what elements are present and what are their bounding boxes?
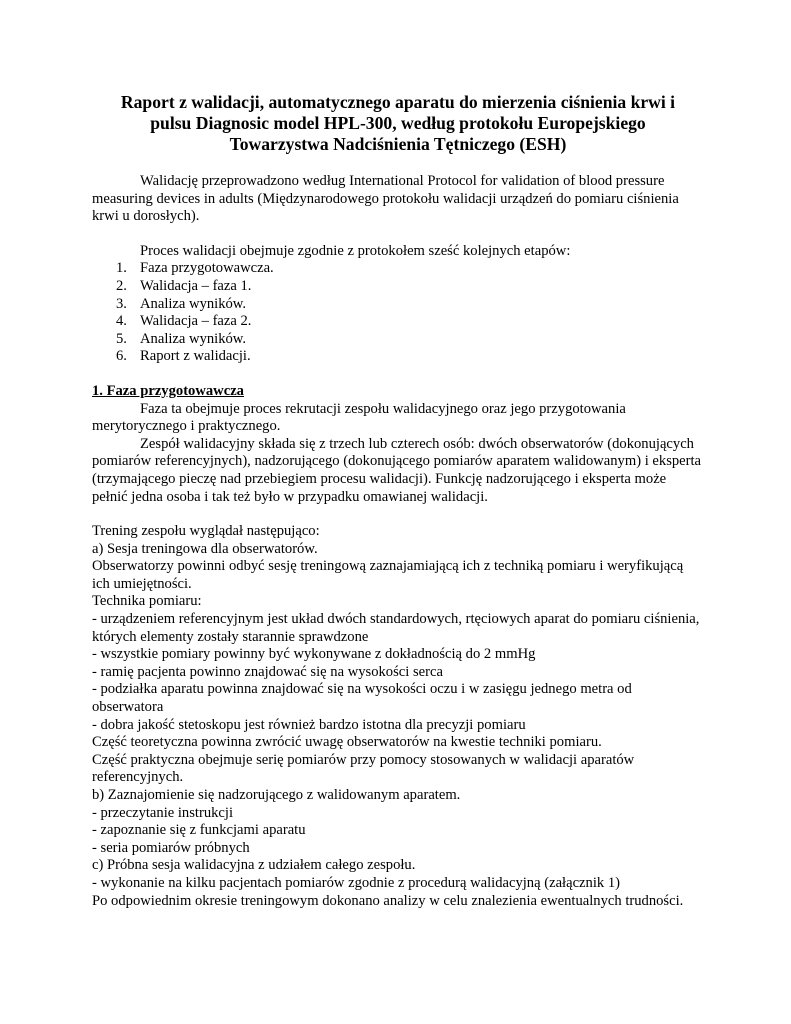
process-intro-paragraph: Proces walidacji obejmuje zgodnie z protokołem sześć kolejnych etapów:	[140, 242, 571, 259]
list-item	[92, 296, 704, 314]
training-line: - ramię pacjenta powinno znajdować się na wysokości serca	[92, 663, 443, 680]
list-item-label: Walidacja – faza 1.	[140, 277, 252, 294]
list-item-number: 3.	[116, 295, 127, 312]
section-paragraph: Faza ta obejmuje proces rekrutacji zespołu walidacyjnego oraz jego przygotowania merytorycznego i praktycznego.	[92, 400, 626, 435]
section-heading: 1. Faza przygotowawcza	[92, 382, 244, 399]
training-line: - przeczytanie instrukcji	[92, 804, 234, 821]
training-line: - wszystkie pomiary powinny być wykonywane z dokładnością do 2 mmHg	[92, 646, 536, 663]
document-page	[92, 92, 704, 910]
training-line: - seria pomiarów próbnych	[92, 839, 250, 856]
list-item	[92, 278, 704, 296]
title-line: Towarzystwa Nadciśnienia Tętniczego (ESH)	[229, 134, 567, 154]
list-item	[92, 260, 704, 278]
title-line: Raport z walidacji, automatycznego aparatu do mierzenia ciśnienia krwi i	[120, 92, 676, 112]
training-line: - wykonanie na kilku pacjentach pomiarów zgodnie z procedurą walidacyjną (załącznik 1)	[92, 874, 620, 891]
training-line: Część praktyczna obejmuje serię pomiarów przy pomocy stosowanych w walidacji aparatów referencyjnych.	[92, 751, 635, 786]
list-item-number: 5.	[116, 330, 127, 347]
list-item-number: 2.	[116, 277, 127, 294]
list-item	[92, 313, 704, 331]
training-line: Technika pomiaru:	[92, 593, 202, 610]
list-item-number: 4.	[116, 313, 127, 330]
list-item	[92, 348, 704, 366]
training-line: Trening zespołu wyglądał następująco:	[92, 523, 320, 540]
training-line: Obserwatorzy powinni odbyć sesję treningową zaznajamiającą ich z techniką pomiaru i weryfikującą ich umiejętności.	[92, 558, 684, 592]
list-item-number: 6.	[116, 348, 127, 365]
training-line: - podziałka aparatu powinna znajdować się na wysokości oczu i w zasięgu jednego metra od obserwatora	[92, 681, 632, 716]
section-paragraph: Zespół walidacyjny składa się z trzech lub czterech osób: dwóch obserwatorów (dokonujących pomiarów referencyjnych), nadzorującego (dokonującego pomiarów aparatem walidowanym) i eksperta (trzymającego pieczę nad przebiegiem procesu walidacji). Funkcję nadzorującego i eksperta może pełnić jedna osoba i tak też było w przypadku omawianej walidacji.	[92, 435, 702, 505]
training-line: - dobra jakość stetoskopu jest również bardzo istotna dla precyzji pomiaru	[92, 716, 526, 733]
training-line: c) Próbna sesja walidacyjna z udziałem całego zespołu.	[92, 857, 416, 874]
list-item-label: Analiza wyników.	[140, 330, 247, 347]
list-item-number: 1.	[116, 260, 127, 277]
training-line: b) Zaznajomienie się nadzorującego z walidowanym aparatem.	[92, 787, 461, 803]
list-item	[92, 331, 704, 349]
training-line: Część teoretyczna powinna zwrócić uwagę obserwatorów na kwestie techniki pomiaru.	[92, 734, 602, 751]
training-block	[92, 523, 704, 910]
steps-list	[92, 260, 704, 366]
list-item-label: Faza przygotowawcza.	[140, 260, 274, 277]
training-line: a) Sesja treningowa dla obserwatorów.	[92, 540, 318, 557]
list-item-label: Walidacja – faza 2.	[140, 313, 252, 330]
title-line: pulsu Diagnosic model HPL-300, według protokołu Europejskiego	[150, 113, 646, 133]
training-line: - zapoznanie się z funkcjami aparatu	[92, 822, 306, 839]
list-item-label: Raport z walidacji.	[140, 348, 251, 365]
training-line: Po odpowiednim okresie treningowym dokonano analizy w celu znalezienia ewentualnych trudności.	[92, 892, 684, 909]
intro-paragraph: Walidację przeprowadzono według International Protocol for validation of blood pressure measuring devices in adults (Międzynarodowego protokołu walidacji urządzeń do pomiaru ciśnienia krwi u dorosłych).	[92, 173, 679, 225]
document-title	[92, 92, 704, 155]
spacer	[92, 506, 704, 523]
list-item-label: Analiza wyników.	[140, 295, 247, 312]
spacer	[92, 366, 704, 383]
spacer	[92, 155, 704, 173]
training-line: - urządzeniem referencyjnym jest układ dwóch standardowych, rtęciowych aparat do pomiaru ciśnienia, których elementy zostały starannie sprawdzone	[92, 611, 700, 645]
spacer	[92, 226, 704, 243]
